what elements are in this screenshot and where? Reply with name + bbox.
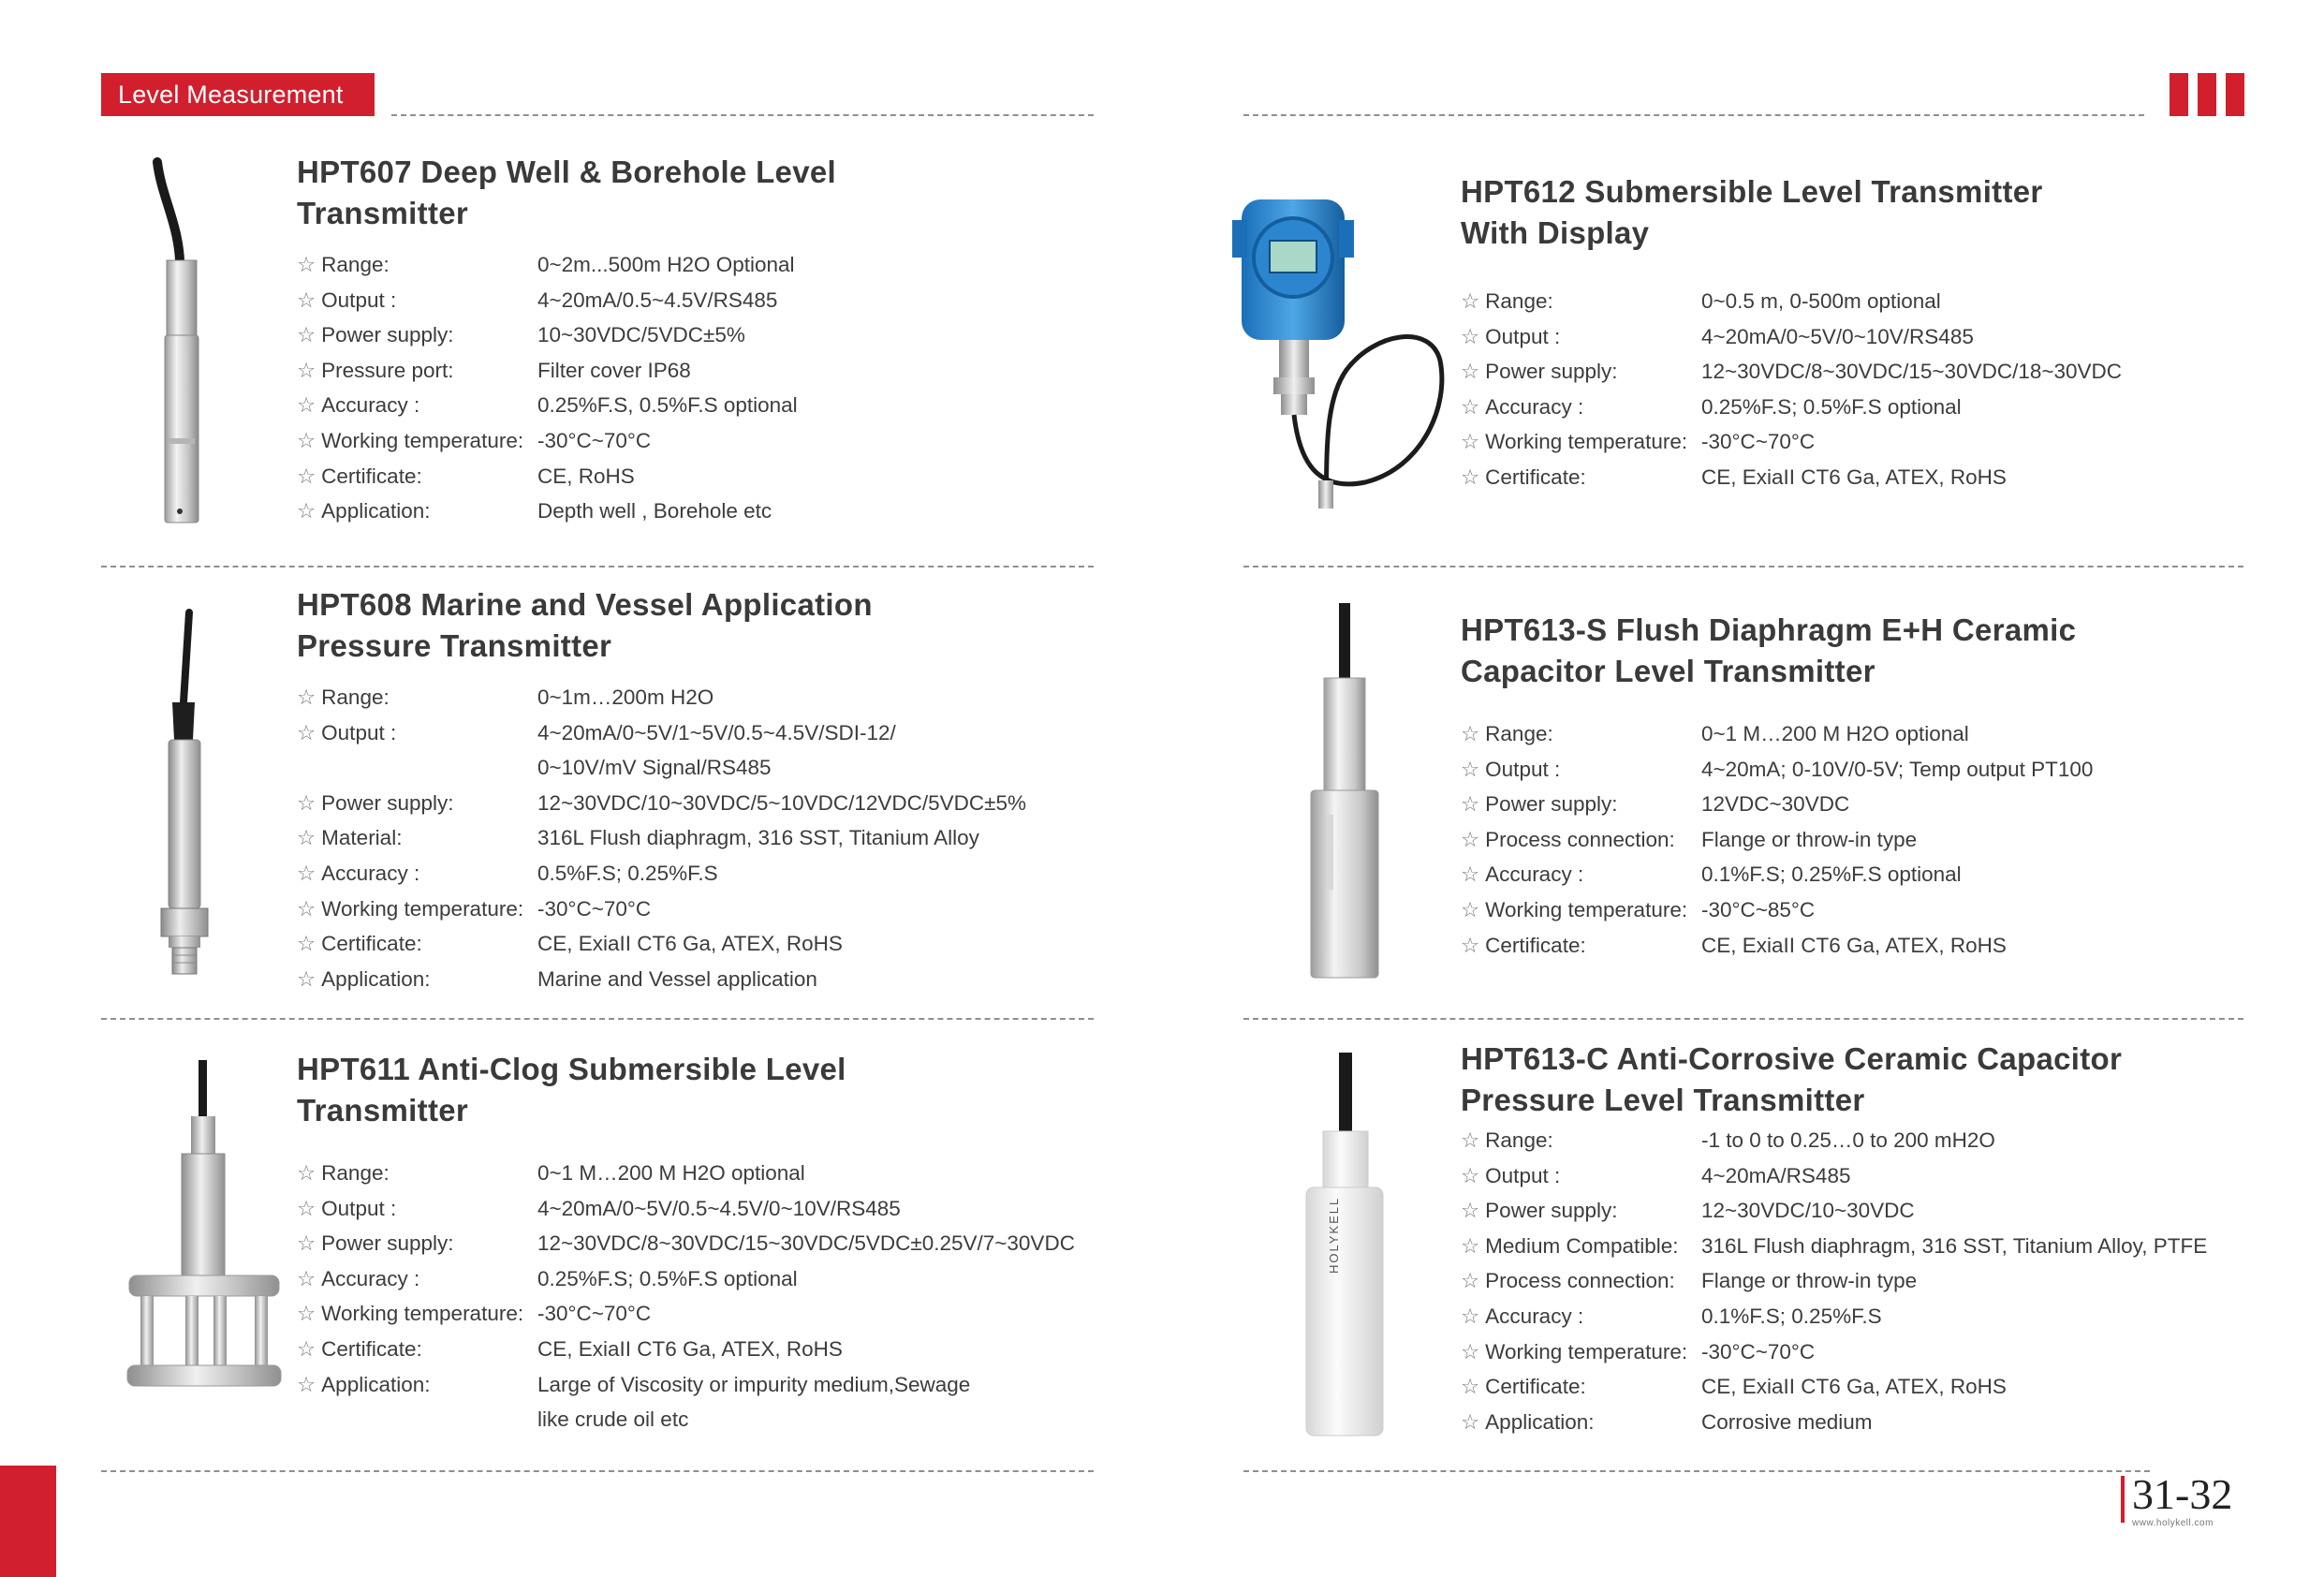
spec-value: 12~30VDC/10~30VDC (1701, 1199, 1915, 1223)
spec-label (1461, 1229, 1701, 1264)
product-hpt607 (297, 152, 1083, 529)
spec-label-text: Power supply: (1485, 1199, 1618, 1223)
spec-label (297, 856, 537, 892)
spec-label-text: Accuracy : (1485, 862, 1584, 887)
spec-label (297, 680, 537, 715)
star-outline-icon: ☆ (297, 1196, 316, 1220)
spec-row (297, 388, 1083, 423)
spec-row (1461, 354, 2247, 390)
spec-row (297, 317, 1083, 353)
spec-row (1461, 319, 2247, 355)
spec-row (297, 283, 1083, 318)
spec-label-text: Output : (321, 720, 397, 744)
spec-row (1461, 1158, 2247, 1194)
spec-value: 0~2m...500m H2O Optional (537, 253, 795, 276)
spec-label-text: Certificate: (321, 1336, 422, 1361)
spec-row (297, 1332, 1093, 1367)
spec-row (1461, 857, 2247, 892)
spec-label (297, 786, 537, 821)
spec-value: 316L Flush diaphragm, 316 SST, Titanium Alloy, PTFE (1701, 1233, 2208, 1258)
star-outline-icon: ☆ (1461, 1304, 1480, 1328)
spec-row (1461, 424, 2247, 460)
spec-row (297, 892, 1083, 927)
spec-label-text: Application: (321, 1372, 431, 1396)
spec-value: -30°C~70°C (537, 1302, 652, 1326)
star-outline-icon: ☆ (297, 1266, 316, 1290)
spec-value: -1 to 0 to 0.25…0 to 200 mH2O (1701, 1128, 1995, 1152)
spec-row (297, 750, 1083, 786)
row-divider (101, 1470, 1094, 1472)
spec-value: 0.25%F.S; 0.5%F.S optional (537, 1266, 798, 1290)
spec-label-text: Working temperature: (1485, 1339, 1688, 1363)
spec-label-text: Working temperature: (1485, 430, 1688, 454)
row-divider (1243, 1018, 2243, 1020)
spec-label-text: Certificate: (1485, 1375, 1586, 1399)
spec-row (1461, 460, 2247, 495)
spec-row (297, 680, 1083, 715)
spec-label-text: Power supply: (321, 790, 454, 815)
spec-label (1461, 284, 1701, 319)
star-outline-icon: ☆ (1461, 897, 1480, 921)
spec-label-text: Working temperature: (321, 1302, 524, 1326)
star-outline-icon: ☆ (297, 720, 316, 744)
product-image-hpt608 (140, 609, 215, 983)
row-divider (101, 566, 1094, 567)
star-outline-icon: ☆ (297, 1302, 316, 1326)
spec-value: 4~20mA/RS485 (1701, 1163, 1851, 1187)
spec-value: CE, ExiaII CT6 Ga, ATEX, RoHS (1701, 1375, 2007, 1399)
spec-label (1461, 424, 1701, 460)
spec-value: 0~1m…200m H2O (537, 685, 714, 709)
product-title: Capacitor Level Transmitter (1461, 654, 1875, 688)
star-outline-icon: ☆ (297, 1231, 316, 1256)
spec-row (1461, 1334, 2247, 1370)
star-outline-icon: ☆ (297, 287, 316, 312)
spec-label (297, 388, 537, 423)
product-title: Pressure Transmitter (297, 628, 612, 663)
spec-label (1461, 787, 1701, 822)
spec-row (1461, 1299, 2247, 1334)
product-image-hpt612 (1225, 183, 1459, 510)
star-outline-icon: ☆ (1461, 394, 1480, 419)
spec-label (297, 353, 537, 389)
spec-label-text: Working temperature: (321, 428, 524, 452)
spec-value: -30°C~85°C (1701, 897, 1816, 921)
spec-label (1461, 1193, 1701, 1229)
spec-label-text: Range: (321, 253, 390, 276)
spec-label-text: Output : (321, 287, 397, 312)
spec-label (1461, 928, 1701, 964)
spec-label-text: Material: (321, 826, 403, 850)
spec-row (297, 1261, 1093, 1297)
star-outline-icon: ☆ (1461, 1199, 1480, 1223)
star-outline-icon: ☆ (1461, 862, 1480, 887)
spec-value: 0.25%F.S, 0.5%F.S optional (537, 393, 798, 418)
spec-label (297, 1226, 537, 1261)
spec-label (1461, 1263, 1701, 1299)
star-outline-icon: ☆ (1461, 933, 1480, 957)
spec-label-text: Range: (321, 1161, 390, 1185)
spec-label (297, 1156, 537, 1191)
star-outline-icon: ☆ (1461, 1409, 1480, 1434)
spec-value: 0.25%F.S; 0.5%F.S optional (1701, 394, 1962, 419)
spec-label-text: Medium Compatible: (1485, 1233, 1679, 1258)
spec-label (297, 892, 537, 927)
spec-label-text: Range: (1485, 1128, 1553, 1152)
spec-label-text: Range: (1485, 289, 1553, 313)
spec-row (297, 1226, 1093, 1261)
spec-label (297, 1402, 537, 1437)
spec-row (297, 1367, 1093, 1403)
spec-row (297, 715, 1083, 751)
spec-label-text: Process connection: (1485, 1269, 1675, 1293)
spec-value: 0~1 M…200 M H2O optional (537, 1161, 805, 1185)
spec-label (1461, 822, 1701, 858)
spec-label (297, 1296, 537, 1332)
header-divider-right (1243, 114, 2144, 116)
spec-row (1461, 1369, 2247, 1405)
spec-value: CE, ExiaII CT6 Ga, ATEX, RoHS (537, 932, 843, 956)
star-outline-icon: ☆ (1461, 1375, 1480, 1399)
star-outline-icon: ☆ (1461, 430, 1480, 454)
header-divider-left (391, 114, 1094, 116)
spec-label (1461, 460, 1701, 495)
product-title: Transmitter (297, 1093, 469, 1127)
spec-label (1461, 1369, 1701, 1405)
spec-row (1461, 1405, 2247, 1440)
spec-value: Flange or throw-in type (1701, 1269, 1918, 1293)
spec-label (1461, 892, 1701, 928)
spec-value: Marine and Vessel application (537, 966, 817, 991)
spec-row (1461, 1123, 2247, 1158)
spec-value: 0~10V/mV Signal/RS485 (537, 756, 772, 780)
spec-value: Depth well , Borehole etc (537, 499, 772, 523)
spec-label (1461, 1123, 1701, 1158)
spec-row (297, 1402, 1093, 1437)
star-outline-icon: ☆ (297, 393, 316, 418)
spec-label (297, 926, 537, 962)
star-outline-icon: ☆ (297, 826, 316, 850)
page-number-text: 31-32 (2132, 1470, 2233, 1518)
spec-list (1461, 1123, 2247, 1439)
spec-value: 0.5%F.S; 0.25%F.S (537, 861, 718, 885)
product-hpt613c (1461, 1039, 2247, 1439)
spec-value: 12~30VDC/10~30VDC/5~10VDC/12VDC/5VDC±5% (537, 790, 1027, 815)
spec-row (297, 856, 1083, 892)
spec-label (297, 247, 537, 283)
star-outline-icon: ☆ (1461, 1163, 1480, 1187)
spec-row (297, 926, 1083, 962)
spec-list (297, 1156, 1093, 1437)
spec-label (297, 494, 537, 529)
spec-label (1461, 716, 1701, 752)
spec-label (1461, 1334, 1701, 1370)
spec-label-text: Power supply: (1485, 792, 1618, 817)
spec-label-text: Accuracy : (1485, 394, 1584, 419)
star-outline-icon: ☆ (1461, 1339, 1480, 1363)
spec-label-text: Range: (321, 685, 390, 709)
spec-row (1461, 822, 2247, 858)
spec-label-text: Certificate: (1485, 464, 1586, 489)
spec-row (297, 1156, 1093, 1191)
spec-value: Flange or throw-in type (1701, 827, 1918, 851)
spec-label-text: Power supply: (321, 1231, 454, 1256)
star-outline-icon: ☆ (297, 861, 316, 885)
spec-row (297, 353, 1083, 389)
product-title: With Display (1461, 215, 1650, 250)
spec-value: 12~30VDC/8~30VDC/15~30VDC/5VDC±0.25V/7~30VDC (537, 1231, 1075, 1256)
star-outline-icon: ☆ (297, 464, 316, 488)
spec-value: -30°C~70°C (537, 428, 652, 452)
spec-value: 12~30VDC/8~30VDC/15~30VDC/18~30VDC (1701, 360, 2123, 384)
product-title: HPT608 Marine and Vessel Application (297, 587, 873, 622)
spec-row (1461, 284, 2247, 319)
product-image-hpt607 (140, 157, 225, 532)
star-outline-icon: ☆ (297, 685, 316, 709)
spec-list (297, 680, 1083, 996)
spec-row (1461, 390, 2247, 425)
spec-row (1461, 1263, 2247, 1299)
spec-label (1461, 1158, 1701, 1194)
spec-row (297, 786, 1083, 821)
spec-value: 10~30VDC/5VDC±5% (537, 323, 745, 347)
spec-value: like crude oil etc (537, 1408, 689, 1432)
spec-label (1461, 857, 1701, 892)
row-divider (1243, 566, 2243, 567)
spec-value: 316L Flush diaphragm, 316 SST, Titanium Alloy (537, 826, 979, 850)
spec-row (297, 962, 1083, 997)
header-decoration-bars (2170, 73, 2244, 116)
product-title: HPT611 Anti-Clog Submersible Level (297, 1052, 846, 1086)
star-outline-icon: ☆ (297, 790, 316, 815)
spec-row (1461, 1193, 2247, 1229)
star-outline-icon: ☆ (297, 896, 316, 921)
spec-row (297, 820, 1083, 856)
spec-row (297, 494, 1083, 529)
star-outline-icon: ☆ (1461, 289, 1480, 313)
spec-row (1461, 928, 2247, 964)
star-outline-icon: ☆ (1461, 722, 1480, 745)
spec-row (297, 1191, 1093, 1227)
spec-value: Large of Viscosity or impurity medium,Sewage (537, 1372, 971, 1396)
spec-label-text: Output : (1485, 757, 1561, 781)
spec-label (297, 962, 537, 997)
star-outline-icon: ☆ (297, 966, 316, 991)
spec-row (1461, 787, 2247, 822)
spec-value: -30°C~70°C (1701, 1339, 1816, 1363)
product-title: HPT613-C Anti-Corrosive Ceramic Capacitor (1461, 1041, 2123, 1076)
spec-label-text: Accuracy : (321, 861, 420, 885)
spec-label (297, 1191, 537, 1227)
spec-label (297, 715, 537, 751)
spec-label-text: Accuracy : (1485, 1304, 1584, 1328)
spec-value: 0~0.5 m, 0-500m optional (1701, 289, 1941, 313)
product-title: Transmitter (297, 196, 469, 230)
spec-value: 0.1%F.S; 0.25%F.S (1701, 1304, 1882, 1328)
product-title: Pressure Level Transmitter (1461, 1083, 1865, 1117)
spec-label (297, 317, 537, 353)
spec-label (297, 1367, 537, 1403)
spec-value: 0~1 M…200 M H2O optional (1701, 722, 1969, 745)
spec-value: CE, RoHS (537, 464, 635, 488)
spec-list (1461, 284, 2247, 495)
star-outline-icon: ☆ (297, 253, 316, 276)
star-outline-icon: ☆ (297, 323, 316, 347)
row-divider (1243, 1470, 2150, 1472)
spec-value: CE, ExiaII CT6 Ga, ATEX, RoHS (1701, 933, 2007, 957)
spec-list (1461, 716, 2247, 963)
spec-label (1461, 1299, 1701, 1334)
spec-label (1461, 319, 1701, 355)
spec-row (1461, 716, 2247, 752)
spec-row (297, 247, 1083, 283)
spec-row (297, 459, 1083, 494)
spec-list (297, 247, 1083, 529)
spec-row (297, 423, 1083, 459)
spec-value: Corrosive medium (1701, 1409, 1873, 1434)
spec-value: Filter cover IP68 (537, 358, 691, 382)
spec-label-text: Output : (1485, 1163, 1561, 1187)
spec-label-text: Power supply: (321, 323, 454, 347)
spec-value: -30°C~70°C (537, 896, 652, 921)
spec-label-text: Accuracy : (321, 393, 420, 418)
spec-label (1461, 1405, 1701, 1440)
star-outline-icon: ☆ (1461, 1128, 1480, 1152)
spec-label-text: Range: (1485, 722, 1553, 745)
spec-label-text: Application: (321, 966, 431, 991)
star-outline-icon: ☆ (297, 499, 316, 523)
spec-label-text: Working temperature: (321, 896, 524, 921)
spec-label (297, 459, 537, 494)
section-tag: Level Measurement (101, 73, 375, 116)
star-outline-icon: ☆ (1461, 827, 1480, 851)
page-number-bar (2121, 1476, 2125, 1523)
product-hpt612 (1461, 171, 2247, 495)
spec-row (297, 1296, 1093, 1332)
spec-label-text: Certificate: (321, 464, 422, 488)
star-outline-icon: ☆ (1461, 792, 1480, 817)
spec-value: CE, ExiaII CT6 Ga, ATEX, RoHS (537, 1336, 843, 1361)
spec-label (297, 1261, 537, 1297)
product-image-hpt611 (120, 1056, 288, 1393)
spec-label-text: Process connection: (1485, 827, 1675, 851)
spec-label-text: Working temperature: (1485, 897, 1688, 921)
product-hpt613s (1461, 610, 2247, 963)
product-title: HPT607 Deep Well & Borehole Level (297, 155, 836, 189)
spec-label-text: Pressure port: (321, 358, 454, 382)
spec-value: CE, ExiaII CT6 Ga, ATEX, RoHS (1701, 464, 2007, 489)
spec-label (1461, 752, 1701, 788)
star-outline-icon: ☆ (297, 358, 316, 382)
spec-label (297, 1332, 537, 1367)
spec-value: 4~20mA/0~5V/0.5~4.5V/0~10V/RS485 (537, 1196, 901, 1220)
spec-row (1461, 892, 2247, 928)
star-outline-icon: ☆ (1461, 1269, 1480, 1293)
corner-accent-block (0, 1466, 56, 1577)
product-hpt611 (297, 1049, 1093, 1437)
spec-label-text: Application: (1485, 1409, 1595, 1434)
product-title: HPT612 Submersible Level Transmitter (1461, 174, 2043, 209)
page-number (2121, 1468, 2252, 1528)
product-hpt608 (297, 584, 1083, 996)
star-outline-icon: ☆ (1461, 464, 1480, 489)
product-title: HPT613-S Flush Diaphragm E+H Ceramic (1461, 612, 2077, 647)
star-outline-icon: ☆ (297, 1372, 316, 1396)
spec-label-text: Output : (1485, 324, 1561, 348)
product-image-hpt613c (1297, 1049, 1390, 1442)
spec-label (297, 820, 537, 856)
star-outline-icon: ☆ (297, 1161, 316, 1185)
spec-label (1461, 390, 1701, 425)
star-outline-icon: ☆ (1461, 757, 1480, 781)
product-image-hpt613s (1300, 599, 1393, 983)
spec-value: 4~20mA/0~5V/0~10V/RS485 (1701, 324, 1974, 348)
spec-value: 4~20mA; 0-10V/0-5V; Temp output PT100 (1701, 757, 2094, 781)
spec-row (1461, 752, 2247, 788)
star-outline-icon: ☆ (297, 1336, 316, 1361)
spec-value: 4~20mA/0.5~4.5V/RS485 (537, 287, 778, 312)
website-text: www.holykell.com (2132, 1518, 2214, 1528)
spec-label-text: Accuracy : (321, 1266, 420, 1290)
spec-label-text: Certificate: (1485, 933, 1586, 957)
spec-value: 0.1%F.S; 0.25%F.S optional (1701, 862, 1962, 887)
spec-value: 4~20mA/0~5V/1~5V/0.5~4.5V/SDI-12/ (537, 720, 896, 744)
star-outline-icon: ☆ (297, 428, 316, 452)
spec-label-text: Output : (321, 1196, 397, 1220)
spec-label-text: Certificate: (321, 932, 422, 956)
star-outline-icon: ☆ (1461, 360, 1480, 384)
image-brand-label: HOLYKELL (1327, 1196, 1341, 1274)
spec-label (297, 283, 537, 318)
spec-label-text: Power supply: (1485, 360, 1618, 384)
star-outline-icon: ☆ (1461, 1233, 1480, 1258)
spec-label (297, 423, 537, 459)
star-outline-icon: ☆ (1461, 324, 1480, 348)
row-divider (101, 1018, 1094, 1020)
spec-label (297, 750, 537, 786)
star-outline-icon: ☆ (297, 932, 316, 956)
spec-row (1461, 1229, 2247, 1264)
spec-label (1461, 354, 1701, 390)
spec-value: -30°C~70°C (1701, 430, 1816, 454)
spec-value: 12VDC~30VDC (1701, 792, 1850, 817)
spec-label-text: Application: (321, 499, 431, 523)
